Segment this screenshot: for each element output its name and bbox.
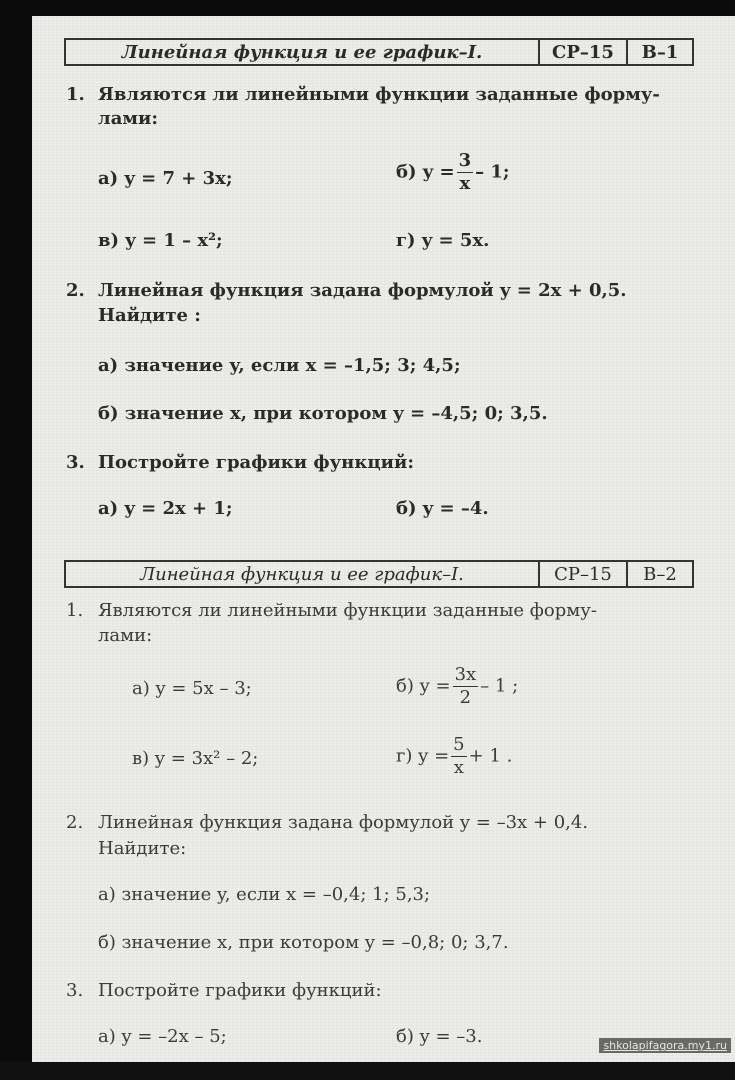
v1-task1-b-prefix: б) y = — [396, 161, 455, 183]
v2-task1-line2: лами: — [98, 625, 153, 646]
v2-task1-d-denominator: x — [453, 757, 464, 778]
v2-task3-b: б) y = –3. — [396, 1026, 483, 1047]
v1-task3-line1 — [66, 452, 414, 473]
v1-task1-b-suffix: – 1; — [475, 161, 510, 183]
v1-task2-number: 2. — [66, 280, 85, 301]
v1-task1-text: Являются ли линейными функции заданные форму- — [98, 84, 660, 105]
v2-task1-b-suffix: – 1 ; — [480, 675, 519, 697]
v2-task1-d-numerator: 5 — [453, 734, 465, 755]
v2-task1-line1 — [66, 600, 597, 621]
v1-task1-b-numerator: 3 — [458, 150, 472, 171]
v2-task1-d — [396, 734, 512, 779]
v1-task1-b-denominator: x — [459, 173, 471, 194]
v2-task1-b — [396, 664, 518, 709]
v2-task3-line1 — [66, 980, 382, 1001]
v2-task1-b-denominator: 2 — [459, 687, 472, 708]
watermark-link[interactable]: shkolapifagora.my1.ru — [599, 1038, 731, 1053]
variant1-header — [64, 38, 694, 66]
v2-task1-c: в) y = 3x² – 2; — [132, 748, 259, 769]
v1-task2-a: а) значение y, если x = –1,5; 3; 4,5; — [98, 355, 461, 376]
v1-task1-number: 1. — [66, 84, 85, 105]
v2-task1-b-prefix: б) y = — [396, 675, 451, 697]
v1-task2-text: Линейная функция задана формулой y = 2x + 0,5. — [98, 280, 627, 301]
variant2-title: Линейная функция и ее график–I. — [66, 562, 540, 586]
v2-task2-line1 — [66, 812, 588, 833]
v2-task2-number: 2. — [66, 812, 84, 833]
v1-task3-a: а) y = 2x + 1; — [98, 498, 233, 519]
v1-task1-line2: лами: — [98, 108, 158, 129]
v2-task2-a: а) значение y, если x = –0,4; 1; 5,3; — [98, 884, 431, 905]
variant1-variant: В–1 — [641, 41, 679, 63]
v2-task1-number: 1. — [66, 600, 84, 621]
variant2-header — [64, 560, 694, 588]
v1-task1-b-fraction — [457, 150, 474, 195]
variant1-code: СР–15 — [540, 40, 628, 64]
v1-task1-d: г) y = 5x. — [396, 230, 490, 251]
variant1-title: Линейная функция и ее график–I. — [66, 40, 540, 64]
v2-task1-a: а) y = 5x – 3; — [132, 678, 252, 699]
v1-task2-line2: Найдите : — [98, 305, 201, 326]
v2-task2-text: Линейная функция задана формулой y = –3x + 0,4. — [98, 812, 589, 833]
v2-task1-d-fraction — [451, 734, 466, 779]
v1-task1-a: а) y = 7 + 3x; — [98, 168, 233, 189]
v1-task1-b — [396, 150, 510, 195]
variant2-variant: В–2 — [643, 563, 677, 585]
variant2-code: СР–15 — [540, 562, 628, 586]
v2-task1-b-numerator: 3x — [454, 664, 477, 685]
v1-task3-b: б) y = –4. — [396, 498, 489, 519]
v1-task1-c: в) y = 1 – x²; — [98, 230, 223, 251]
v2-task1-b-fraction — [453, 664, 479, 709]
v2-task2-line2: Найдите: — [98, 838, 187, 859]
v1-task3-number: 3. — [66, 452, 85, 473]
v2-task1-d-suffix: + 1 . — [468, 745, 513, 767]
v2-task1-d-prefix: г) y = — [396, 745, 450, 767]
v2-task3-number: 3. — [66, 980, 84, 1001]
v2-task2-b: б) значение x, при котором y = –0,8; 0; 3,7. — [98, 932, 509, 953]
v2-task1-text: Являются ли линейными функции заданные форму- — [98, 600, 597, 621]
v1-task2-b: б) значение x, при котором y = –4,5; 0; 3,5. — [98, 403, 548, 424]
v1-task3-text: Постройте графики функций: — [98, 452, 414, 473]
v2-task3-a: а) y = –2x – 5; — [98, 1026, 227, 1047]
v2-task3-text: Постройте графики функций: — [98, 980, 382, 1001]
v1-task2-line1 — [66, 280, 627, 301]
bottom-border — [0, 1062, 735, 1080]
v1-task1-line1 — [66, 84, 660, 105]
